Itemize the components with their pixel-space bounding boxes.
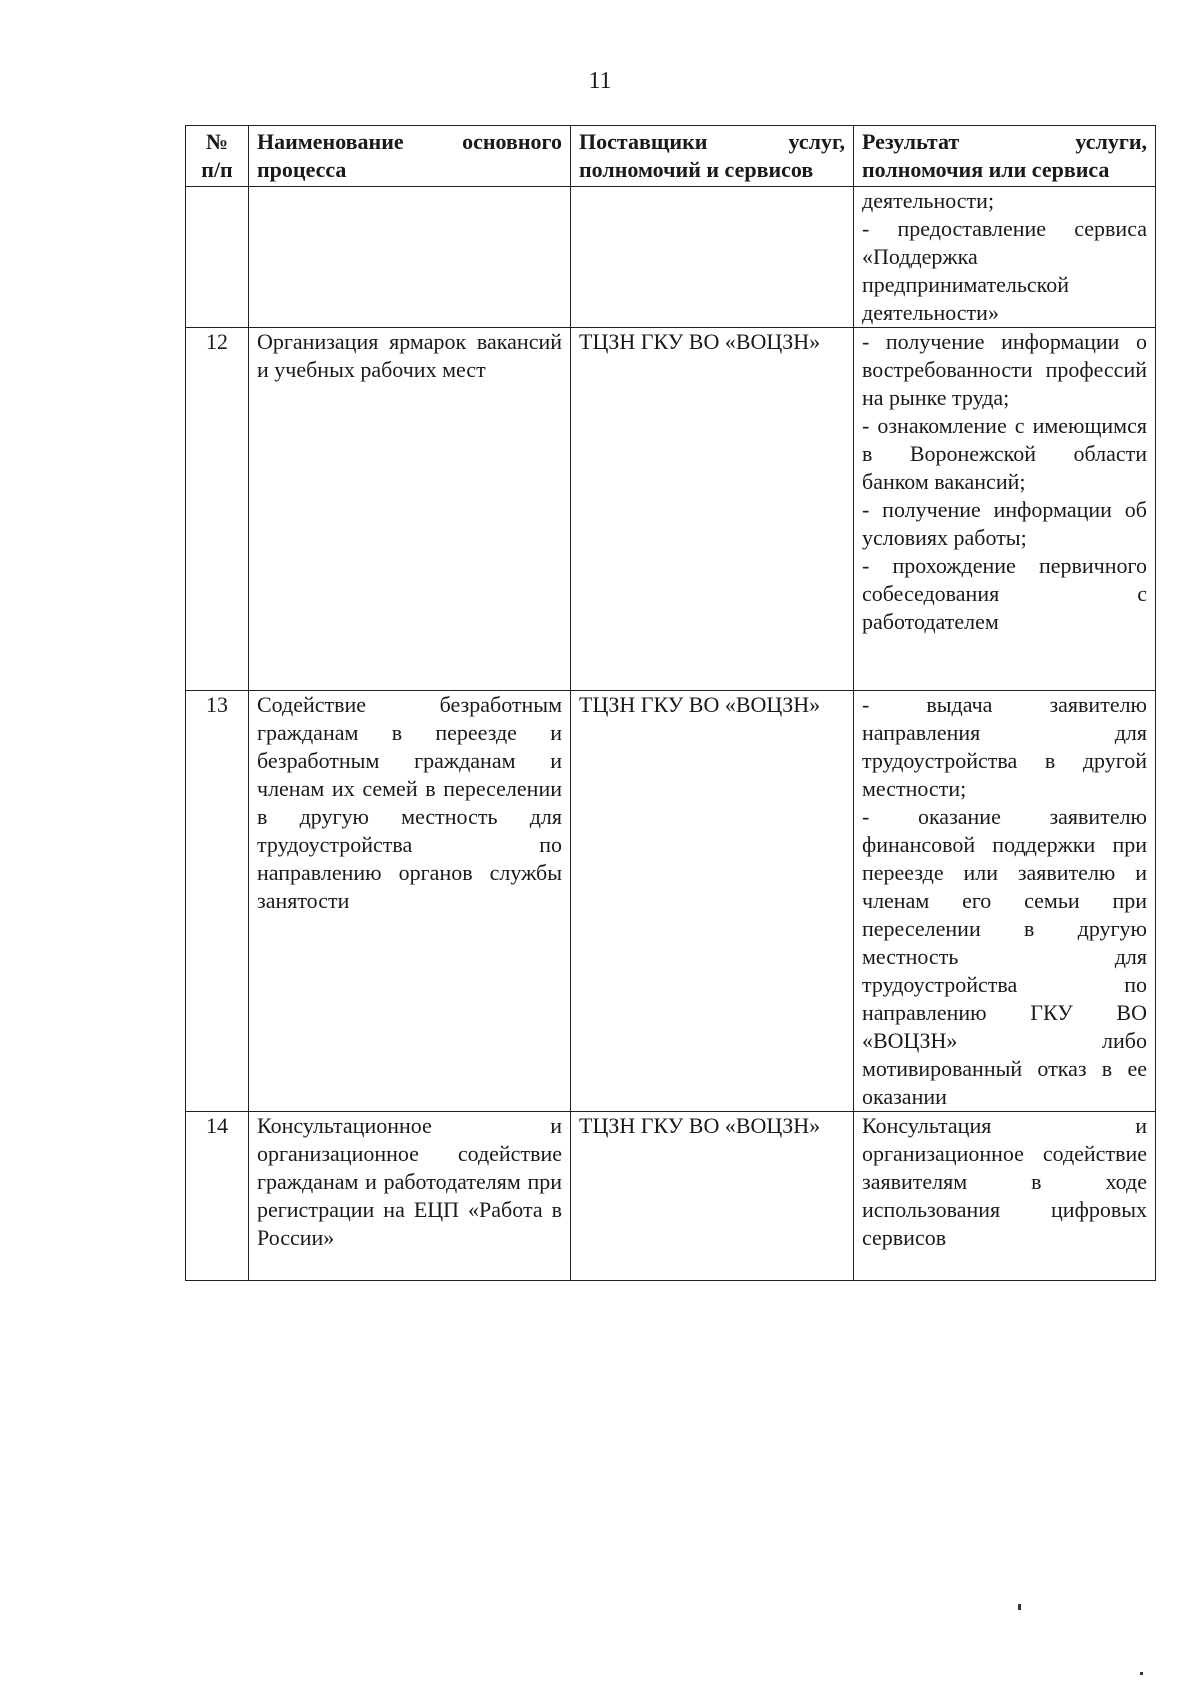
row-providers: ТЦЗН ГКУ ВО «ВОЦЗН» [571, 1112, 854, 1281]
row-number: 12 [186, 328, 249, 691]
scan-mark [1140, 1672, 1143, 1675]
row-result: - получение информации о востребованности профессий на рынке труда; - ознакомление с имеющимся в Воронежской области банком вакансий; - получение информации об условиях работы; - прохождение первичного собеседования с работодателем [854, 328, 1156, 691]
row-number: 14 [186, 1112, 249, 1281]
header-number: № п/п [186, 126, 249, 187]
row-result: Консультация и организационное содействие заявителям в ходе использования цифровых сервисов [854, 1112, 1156, 1281]
row-providers [571, 187, 854, 328]
row-result: деятельности; - предоставление сервиса «Поддержка предпринимательской деятельности» [854, 187, 1156, 328]
page-number: 11 [588, 68, 612, 94]
row-number [186, 187, 249, 328]
row-providers: ТЦЗН ГКУ ВО «ВОЦЗН» [571, 691, 854, 1112]
header-providers: Поставщики услуг, полномочий и сервисов [571, 126, 854, 187]
table-row [186, 1112, 1156, 1281]
table-row [186, 691, 1156, 1112]
scan-mark [1018, 1604, 1021, 1610]
table-header-row [186, 126, 1156, 187]
row-process [249, 187, 571, 328]
row-process: Организация ярмарок вакансий и учебных рабочих мест [249, 328, 571, 691]
process-table [185, 125, 1156, 1281]
row-process: Содействие безработным гражданам в переезде и безработным гражданам и членам их семей в переселении в другую местность для трудоустройства по направлению органов службы занятости [249, 691, 571, 1112]
table-row [186, 187, 1156, 328]
header-process: Наименование основного процесса [249, 126, 571, 187]
table-row [186, 328, 1156, 691]
row-process: Консультационное и организационное содействие гражданам и работодателям при регистрации на ЕЦП «Работа в России» [249, 1112, 571, 1281]
header-result: Результат услуги, полномочия или сервиса [854, 126, 1156, 187]
row-number: 13 [186, 691, 249, 1112]
row-providers: ТЦЗН ГКУ ВО «ВОЦЗН» [571, 328, 854, 691]
row-result: - выдача заявителю направления для трудоустройства в другой местности; - оказание заявителю финансовой поддержки при переезде или заявителю и членам его семьи при переселении в другую местность для трудоустройства по направлению ГКУ ВО «ВОЦЗН» либо мотивированный отказ в ее оказании [854, 691, 1156, 1112]
